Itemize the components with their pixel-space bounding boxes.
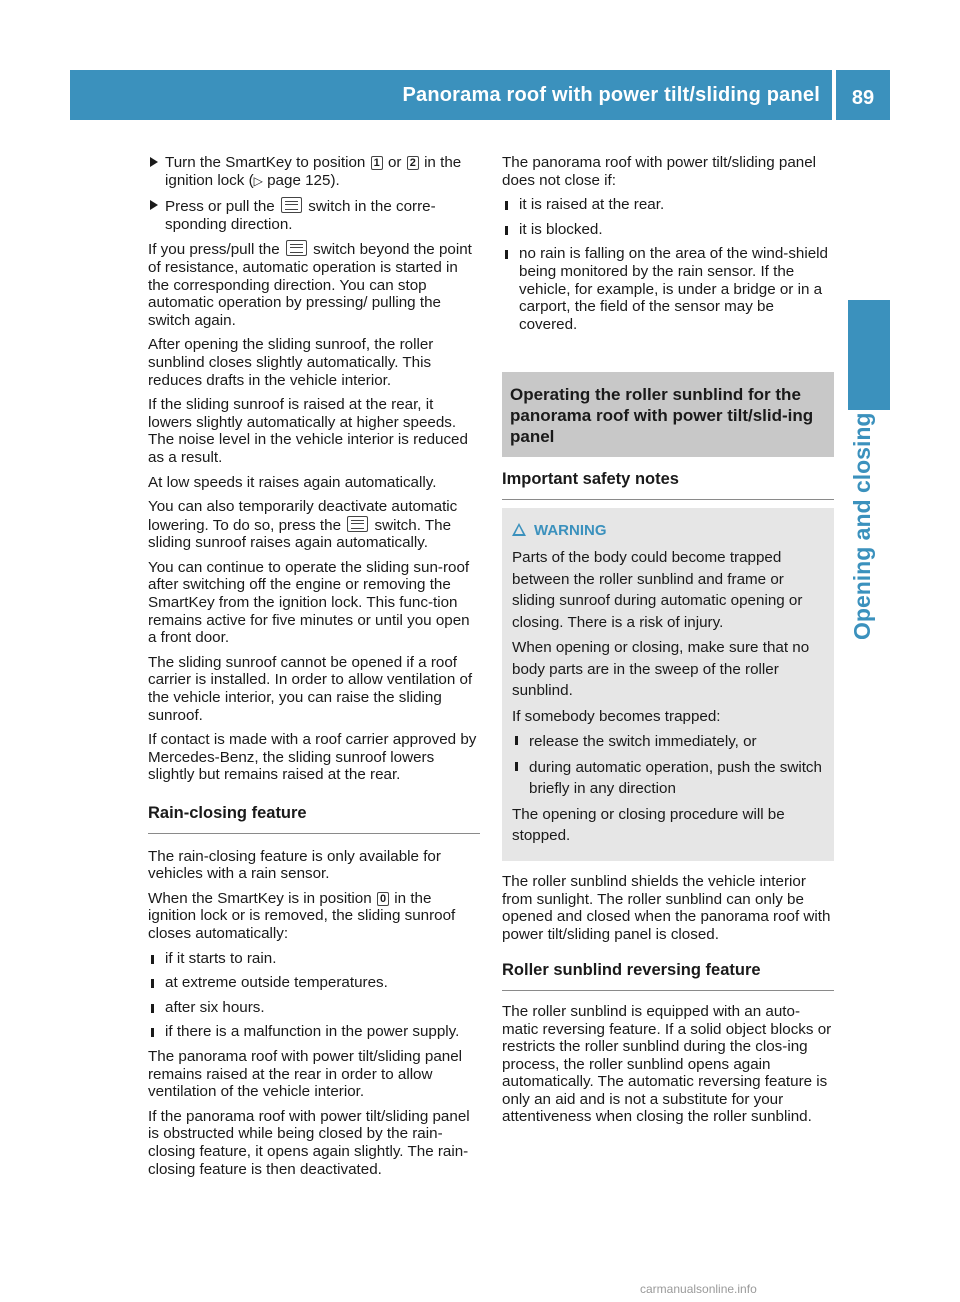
section-title-roller-sunblind: Operating the roller sunblind for the panorama roof with power tilt/slid-ing panel [502, 372, 834, 457]
section-heading-reversing-feature: Roller sunblind reversing feature [502, 962, 834, 991]
paragraph: If contact is made with a roof carrier approved by Mercedes-Benz, the sliding sunroof lowers slightly but remains raised at the rear. [148, 731, 477, 784]
key-position-0-icon: 0 [377, 892, 389, 906]
paragraph: The roller sunblind is equipped with an auto-matic reversing feature. If a solid object blocks or restricts the roller sunblind during the clos-ing process, the roller sunblind opens again automatically. The automatic reversing feature is only an aid and is not a substitute for your attentiveness when closing the roller sunblind. [502, 1002, 832, 1126]
paragraph: When the SmartKey is in position 0 in the ignition lock or is removed, the sliding sunroof closes automatically: [148, 889, 456, 942]
paragraph: If somebody becomes trapped: [512, 707, 721, 725]
paragraph: The opening or closing procedure will be stopped. [512, 805, 785, 845]
paragraph: The rain-closing feature is only available for vehicles with a rain sensor. [148, 847, 441, 883]
list-item: if it starts to rain. [148, 950, 480, 968]
paragraph: If the sliding sunroof is raised at the rear, it lowers slightly automatically at higher speeds. The noise level in the vehicle interior is reduced as a result. [148, 396, 468, 466]
warning-triangle-icon [512, 523, 526, 536]
list-item: it is raised at the rear. [502, 196, 834, 214]
list-item: if there is a malfunction in the power supply. [148, 1023, 480, 1041]
page-ref-icon: ▷ [253, 173, 263, 188]
paragraph: When opening or closing, make sure that no body parts are in the sweep of the roller sunblind. [512, 639, 810, 700]
key-position-1-icon: 1 [371, 156, 383, 170]
paragraph: The roller sunblind shields the vehicle interior from sunlight. The roller sunblind can only be opened and closed when the panorama roof with power tilt/sliding panel is closed. [502, 872, 831, 943]
paragraph: After opening the sliding sunroof, the roller sunblind closes slightly automatically. This reduces drafts in the vehicle interior. [148, 336, 434, 389]
page-number: 89 [836, 70, 890, 120]
list-item: at extreme outside temperatures. [148, 974, 480, 992]
paragraph: The panorama roof with power tilt/sliding panel does not close if: [502, 154, 817, 189]
warning-title: WARNING [512, 520, 822, 542]
header-title: Panorama roof with power tilt/sliding panel [402, 84, 820, 106]
left-column [148, 154, 480, 1185]
chapter-tab [848, 300, 890, 410]
page-header [70, 70, 832, 120]
paragraph: If you press/pull the switch beyond the point of resistance, automatic operation is started in the corresponding direction. You can stop automatic operation by pressing/ pulling the switch again. [148, 241, 472, 329]
paragraph: You can also temporarily deactivate automatic lowering. To do so, press the switch. The sliding sunroof raises again automatically. [148, 498, 458, 552]
step-press-switch: Press or pull the switch in the corre-sponding direction. [148, 197, 480, 233]
list-item: it is blocked. [502, 221, 834, 239]
section-heading-rain-closing: Rain-closing feature [148, 805, 480, 834]
right-column [502, 154, 834, 1133]
paragraph: You can continue to operate the sliding sun-roof after switching off the engine or removing the SmartKey from the ignition lock. This func-tion remains active for five minutes or until you open a front door. [148, 558, 470, 647]
paragraph: At low speeds it raises again automatically. [148, 473, 437, 491]
warning-box [502, 508, 834, 861]
list-item: during automatic operation, push the switch briefly in any direction [512, 757, 822, 800]
roof-switch-icon [347, 516, 368, 532]
paragraph: Parts of the body could become trapped between the roller sunblind and frame or sliding sunroof during automatic opening or closing. There is a risk of injury. [512, 549, 803, 631]
chapter-label: Opening and closing [849, 412, 875, 640]
watermark: carmanualsonline.info [640, 1282, 757, 1296]
paragraph: The panorama roof with power tilt/sliding panel remains raised at the rear in order to allow ventilation of the vehicle interior. [148, 1047, 463, 1101]
list-item: release the switch immediately, or [512, 731, 822, 753]
paragraph: The sliding sunroof cannot be opened if a roof carrier is installed. In order to allow ventilation of the vehicle interior, you can raise the sliding sunroof. [148, 653, 473, 724]
list-item: after six hours. [148, 999, 480, 1017]
step-turn-key: Turn the SmartKey to position 1 or 2 in the ignition lock (▷ page 125). [148, 154, 480, 190]
key-position-2-icon: 2 [407, 156, 419, 170]
section-heading-safety-notes: Important safety notes [502, 471, 834, 500]
list-item: no rain is falling on the area of the wind-shield being monitored by the rain sensor. If the vehicle, for example, is under a bridge or in a carport, the field of the sensor may be covered. [502, 245, 834, 333]
paragraph: If the panorama roof with power tilt/sliding panel is obstructed while being closed by the rain-closing feature, it opens again slightly. The rain-closing feature is then deactivated. [148, 1107, 470, 1178]
page-ref-link[interactable]: page 125 [267, 171, 331, 189]
roof-switch-icon [286, 240, 307, 256]
roof-switch-icon [281, 197, 302, 213]
